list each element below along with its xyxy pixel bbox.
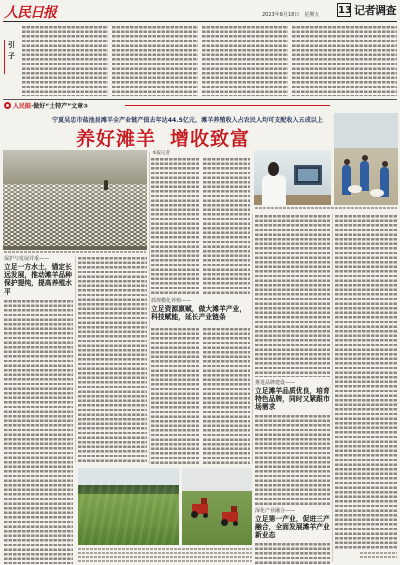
body-text-column-b — [78, 257, 147, 464]
section-heading-scale — [151, 298, 250, 321]
column-rule — [252, 214, 253, 464]
section-heading-protection — [4, 256, 74, 296]
body-text-column-c2 — [151, 328, 199, 464]
column-name: 人民眼 — [13, 103, 32, 110]
section-banner — [13, 101, 88, 110]
photos-caption — [255, 207, 397, 211]
kicker: 宁夏吴忠市盐池县滩羊全产业链产值去年达44.5亿元，滩羊养殖收入占农民人均可支配收入五成以上 — [52, 117, 323, 124]
masthead-rule — [3, 21, 397, 22]
column-rule — [149, 152, 150, 464]
red-tractor — [192, 504, 208, 514]
banner-rule — [125, 105, 330, 106]
masthead-logo: 人民日报 — [4, 5, 56, 21]
intro-text-column-2 — [112, 26, 198, 96]
intro-rule — [3, 99, 397, 100]
section-deck: 立足一方水土，锚定长远发展，推动滩羊品种保护提纯，提高养殖水平 — [4, 262, 72, 296]
page-title: 记者调查 — [354, 4, 396, 17]
section-label: 保护与发展并重—— — [4, 256, 50, 262]
sheep-flock-photo — [3, 150, 147, 250]
red-tractor — [222, 512, 238, 522]
issue-date: 2023年8月18日 星期五 — [262, 12, 320, 18]
office-worker-photo — [254, 150, 331, 205]
body-text-column-d — [203, 158, 250, 295]
column-rule — [332, 214, 333, 562]
section-label: 深化产业融合—— — [255, 508, 296, 514]
body-text-column-e — [255, 215, 330, 377]
eye-logo-icon — [4, 102, 11, 109]
lamb — [370, 189, 384, 197]
tractor-photo — [182, 468, 252, 545]
column-rule — [75, 256, 76, 462]
computer-monitor — [294, 165, 322, 185]
herder-figure — [104, 180, 108, 190]
headline-part-1: 养好滩羊 — [76, 128, 157, 150]
headline — [76, 124, 250, 151]
sheep-photo-caption — [4, 251, 146, 255]
intro-text-column-3 — [202, 26, 288, 96]
section-deck: 立足滩羊品质优良，培育特色品牌，同时又紧跟市场需求 — [255, 386, 330, 412]
worker-head — [268, 162, 280, 176]
byline: 本报记者 — [152, 151, 170, 156]
body-text-column-d2 — [203, 328, 250, 464]
bottom-photos-caption — [78, 548, 252, 564]
grassland-photo — [78, 468, 179, 545]
page-number: 13 — [338, 5, 352, 16]
intro-text-column-1 — [22, 26, 108, 96]
intro-text-column-4 — [292, 26, 397, 96]
lamb — [348, 185, 362, 193]
intro-label — [4, 40, 19, 74]
body-text-column-c — [151, 158, 199, 295]
intro-label-char-1: 引 — [8, 41, 15, 49]
section-label: 推进品牌建设—— — [255, 380, 296, 386]
section-deck: 立足第一产业，促进三产融合，全面发展滩羊产业新业态 — [255, 514, 330, 540]
section-heading-brand — [255, 380, 330, 412]
body-text-column-a — [4, 300, 73, 564]
layout-credit — [360, 552, 397, 560]
headline-part-2: 增收致富 — [170, 128, 251, 150]
sheep-flock — [3, 184, 147, 246]
body-text-column-e2 — [255, 415, 330, 505]
body-text-column-f — [335, 215, 397, 549]
section-label: 抓规模化养殖—— — [151, 298, 192, 304]
farmers-with-sheep-photo — [334, 113, 398, 205]
intro-label-char-2: 子 — [8, 52, 15, 60]
section-deck: 立足资源禀赋，做大滩羊产业，科技赋能，延长产业链条 — [151, 304, 247, 321]
body-text-column-e3 — [255, 543, 330, 564]
section-heading-integration — [255, 508, 330, 540]
worker-body — [262, 175, 287, 205]
series-title: ·做好“土特产”文章③ — [31, 103, 89, 110]
